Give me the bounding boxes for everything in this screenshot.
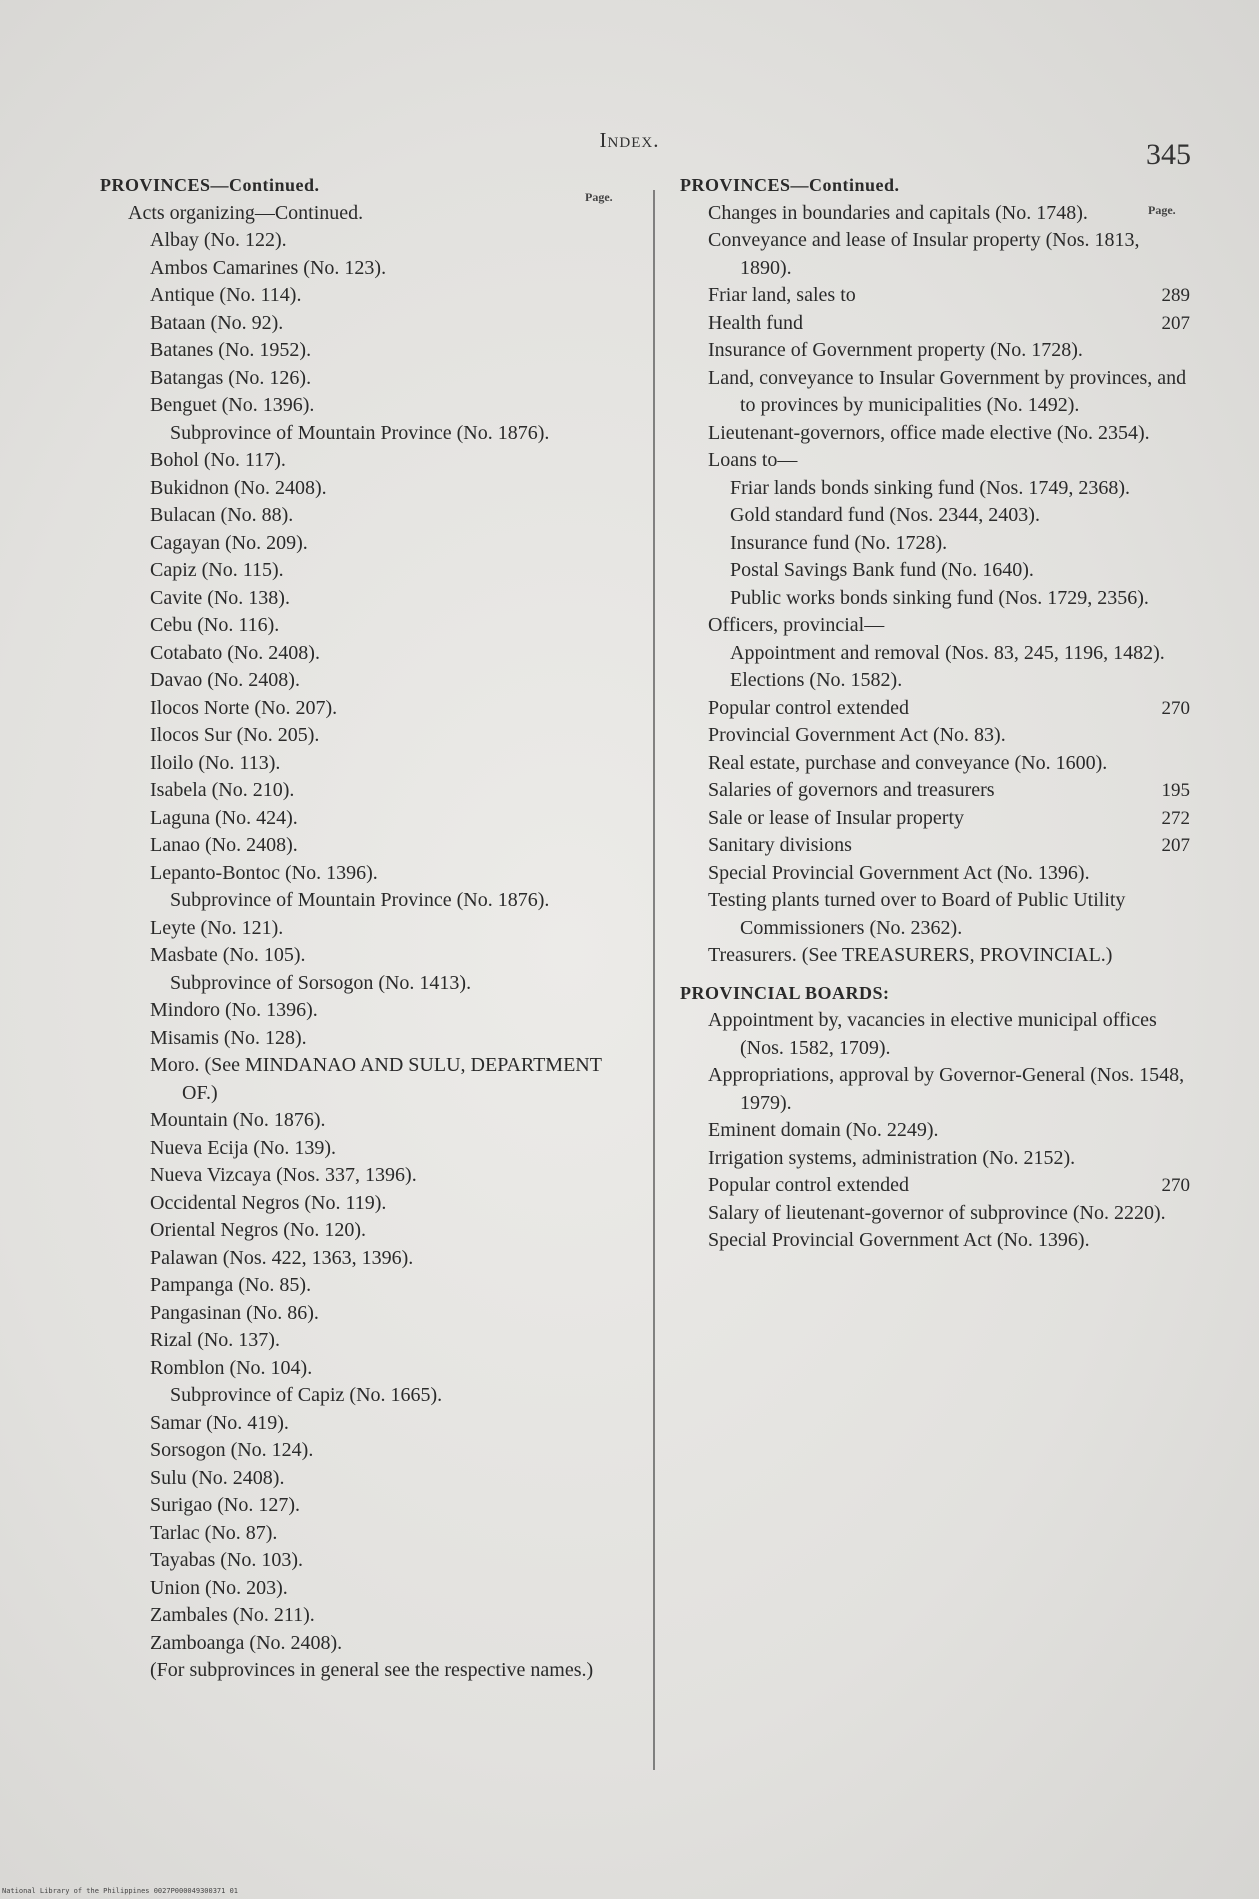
entry-page-number: 272 [1161,807,1190,829]
entry-text: Special Provincial Government Act (No. 1396). [708,861,1090,884]
index-entry [150,1547,630,1575]
page-number: 345 [1146,138,1191,171]
index-entry [708,1227,1190,1255]
entry-text: Gold standard fund (Nos. 2344, 2403). [730,504,1040,526]
index-entry [150,392,630,420]
entry-text: Ambos Camarines (No. 123). [150,256,387,279]
index-entry [708,1062,1190,1117]
entry-page-number: 270 [1161,1175,1190,1196]
index-entry [150,612,630,640]
index-entry [150,832,630,860]
index-entry [150,1575,630,1603]
entry-text: Moro. (See MINDANAO AND SULU, DEPARTMENT OF.) [150,1054,602,1104]
index-entry [150,1162,630,1190]
index-entry [150,502,630,530]
entry-text: Samar (No. 419). [150,1411,289,1434]
entry-text: Lanao (No. 2408). [150,834,298,856]
entry-text: Sale or lease of Insular property [708,806,965,829]
index-heading [680,980,1190,1008]
index-entry [730,502,1190,530]
entry-text: Changes in boundaries and capitals (No. 1748). [708,201,1088,224]
index-entry [150,1107,630,1135]
entry-text: PROVINCES—Continued. [100,175,320,195]
index-entry [150,1300,630,1328]
entry-text: Cagayan (No. 209). [150,531,308,554]
entry-text: Friar lands bonds sinking fund (Nos. 1749, 2368). [730,476,1130,499]
index-entry [150,1657,630,1685]
entry-text: Batangas (No. 126). [150,366,312,389]
index-heading [680,172,1190,200]
index-entry [150,1630,630,1658]
index-entry [150,447,630,475]
index-entry [708,420,1190,448]
index-entry [708,1117,1190,1145]
entry-text: Laguna (No. 424). [150,806,298,829]
index-entry [150,282,630,310]
index-entry [150,310,630,338]
index-entry [150,585,630,613]
index-entry [128,200,630,228]
entry-text: Bukidnon (No. 2408). [150,476,327,499]
index-entry [150,1025,630,1053]
entry-text: Acts organizing—Continued. [128,201,364,224]
index-entry [708,1200,1190,1228]
entry-text: Bataan (No. 92). [150,311,284,334]
entry-text: Subprovince of Mountain Province (No. 1876). [170,421,550,444]
index-entry [708,722,1190,750]
index-entry [730,475,1190,503]
entry-text: Sulu (No. 2408). [150,1466,285,1489]
index-entry [730,530,1190,558]
entry-text: Cotabato (No. 2408). [150,641,320,664]
index-entry [708,200,1190,228]
index-entry [150,1135,630,1163]
entry-text: Postal Savings Bank fund (No. 1640). [730,559,1034,581]
index-entry [150,695,630,723]
entry-text: Leyte (No. 121). [150,916,284,939]
entry-text: Popular control extended [708,696,910,719]
column-divider [653,190,655,1770]
index-entry [170,420,630,448]
entry-text: Irrigation systems, administration (No. 2152). [708,1146,1076,1169]
entry-text: Nueva Ecija (No. 139). [150,1136,337,1159]
index-entry [150,1437,630,1465]
entry-text: Capiz (No. 115). [150,559,284,581]
entry-text: Salaries of governors and treasurers [708,779,995,801]
index-entry [150,777,630,805]
entry-text: Popular control extended [708,1174,910,1196]
left-page-column-label: Page. [585,190,613,204]
entry-text: PROVINCES—Continued. [680,175,900,195]
index-entry [150,337,630,365]
entry-page-number: 207 [1161,312,1190,334]
index-entry [708,227,1190,282]
page-title: Index. [599,128,660,152]
entry-text: (For subprovinces in general see the respective names.) [150,1659,594,1681]
entry-text: Nueva Vizcaya (Nos. 337, 1396). [150,1164,417,1186]
entry-page-number: 207 [1161,835,1190,856]
index-entry [150,915,630,943]
entry-text: Masbate (No. 105). [150,944,306,966]
index-entry [170,1382,630,1410]
entry-text: Subprovince of Sorsogon (No. 1413). [170,971,472,994]
index-entry [150,1492,630,1520]
entry-page-number: 270 [1161,697,1190,719]
index-entry [150,640,630,668]
entry-text: Appropriations, approval by Governor-General (Nos. 1548, 1979). [708,1064,1185,1114]
index-entry [708,777,1190,805]
index-entry [708,282,1190,310]
index-entry [708,1145,1190,1173]
entry-text: Testing plants turned over to Board of Public Utility Commissioners (No. 2362). [708,889,1126,939]
index-entry [150,805,630,833]
entry-text: Ilocos Sur (No. 205). [150,724,320,746]
entry-text: Union (No. 203). [150,1576,288,1599]
index-entry [150,227,630,255]
entry-text: Treasurers. (See TREASURERS, PROVINCIAL.) [708,944,1113,966]
entry-text: Rizal (No. 137). [150,1329,280,1351]
entry-text: Eminent domain (No. 2249). [708,1119,939,1141]
entry-text: Surigao (No. 127). [150,1494,300,1516]
index-entry [150,557,630,585]
entry-text: Appointment and removal (Nos. 83, 245, 1196, 1482). [730,641,1165,664]
index-entry [708,612,1190,640]
index-entry [708,887,1190,942]
index-entry [150,1217,630,1245]
entry-text: Palawan (Nos. 422, 1363, 1396). [150,1246,414,1269]
entry-text: Zambales (No. 211). [150,1604,315,1626]
entry-text: Batanes (No. 1952). [150,339,312,361]
entry-text: Tarlac (No. 87). [150,1521,278,1544]
left-index-column [100,172,630,1685]
index-entry [708,695,1190,723]
entry-text: Iloilo (No. 113). [150,751,281,774]
entry-text: Oriental Negros (No. 120). [150,1219,367,1241]
index-entry [150,1465,630,1493]
index-entry [150,1410,630,1438]
index-entry [730,667,1190,695]
index-entry [150,750,630,778]
entry-text: Ilocos Norte (No. 207). [150,696,338,719]
index-entry [150,1052,630,1107]
right-index-column [680,172,1190,1255]
index-entry [150,1190,630,1218]
entry-text: Cavite (No. 138). [150,586,290,609]
entry-text: Benguet (No. 1396). [150,394,315,416]
right-page-column-label: Page. [1148,203,1176,217]
index-entry [150,1602,630,1630]
entry-text: Subprovince of Capiz (No. 1665). [170,1384,443,1406]
entry-text: Insurance of Government property (No. 1728). [708,339,1083,361]
entry-text: Mindoro (No. 1396). [150,999,318,1021]
entry-text: Provincial Government Act (No. 83). [708,724,1006,746]
index-entry [150,365,630,393]
entry-text: Lieutenant-governors, office made elective (No. 2354). [708,421,1150,444]
entry-text: Elections (No. 1582). [730,669,903,691]
entry-text: Romblon (No. 104). [150,1356,313,1379]
entry-text: Antique (No. 114). [150,284,302,306]
entry-page-number: 289 [1161,285,1190,306]
entry-text: Albay (No. 122). [150,229,287,251]
entry-text: Officers, provincial— [708,614,885,636]
library-stamp: National Library of the Philippines 0027P000049300371 01 [2,1887,239,1895]
index-entry [150,997,630,1025]
entry-text: Pampanga (No. 85). [150,1274,312,1296]
entry-text: Public works bonds sinking fund (Nos. 1729, 2356). [730,586,1149,609]
entry-text: Conveyance and lease of Insular property (Nos. 1813, 1890). [708,229,1140,279]
entry-text: Salary of lieutenant-governor of subprovince (No. 2220). [708,1201,1166,1224]
index-entry [150,475,630,503]
entry-text: Misamis (No. 128). [150,1026,307,1049]
index-entry [170,970,630,998]
index-entry [150,1520,630,1548]
index-entry [708,942,1190,970]
index-entry [708,337,1190,365]
entry-text: Insurance fund (No. 1728). [730,531,948,554]
index-entry [150,1327,630,1355]
index-entry [708,310,1190,338]
index-entry [150,667,630,695]
index-entry [708,860,1190,888]
index-entry [170,887,630,915]
entry-text: Mountain (No. 1876). [150,1109,326,1131]
index-entry [730,557,1190,585]
entry-text: Zamboanga (No. 2408). [150,1631,343,1654]
index-entry [708,805,1190,833]
index-entry [730,640,1190,668]
index-entry [708,365,1190,420]
entry-text: Friar land, sales to [708,284,856,306]
index-entry [730,585,1190,613]
entry-text: Cebu (No. 116). [150,614,280,636]
entry-text: Appointment by, vacancies in elective municipal offices (Nos. 1582, 1709). [708,1009,1157,1059]
index-entry [150,530,630,558]
index-entry [708,447,1190,475]
entry-text: Bohol (No. 117). [150,449,286,471]
index-entry [708,750,1190,778]
entry-text: Special Provincial Government Act (No. 1396). [708,1229,1090,1251]
index-entry [708,1172,1190,1200]
index-entry [150,255,630,283]
index-entry [150,860,630,888]
entry-text: Tayabas (No. 103). [150,1549,303,1571]
entry-text: Land, conveyance to Insular Government by provinces, and to provinces by municipalities (No. 1492). [708,366,1187,416]
entry-text: Occidental Negros (No. 119). [150,1191,387,1214]
index-entry [150,722,630,750]
index-entry [150,942,630,970]
index-entry [150,1355,630,1383]
entry-text: Real estate, purchase and conveyance (No. 1600). [708,751,1108,774]
entry-text: Davao (No. 2408). [150,669,300,691]
entry-text: Sanitary divisions [708,834,852,856]
entry-text: Subprovince of Mountain Province (No. 1876). [170,889,550,911]
index-entry [150,1245,630,1273]
entry-text: Pangasinan (No. 86). [150,1301,319,1324]
index-heading [100,172,630,200]
entry-text: Bulacan (No. 88). [150,504,294,526]
entry-text: Loans to— [708,449,798,471]
entry-text: Sorsogon (No. 124). [150,1439,314,1461]
entry-text: Lepanto-Bontoc (No. 1396). [150,861,378,884]
entry-text: PROVINCIAL BOARDS: [680,982,890,1003]
entry-text: Isabela (No. 210). [150,779,295,801]
entry-text: Health fund [708,311,803,334]
index-entry [150,1272,630,1300]
index-entry [708,832,1190,860]
entry-page-number: 195 [1161,780,1190,801]
index-entry [708,1007,1190,1062]
